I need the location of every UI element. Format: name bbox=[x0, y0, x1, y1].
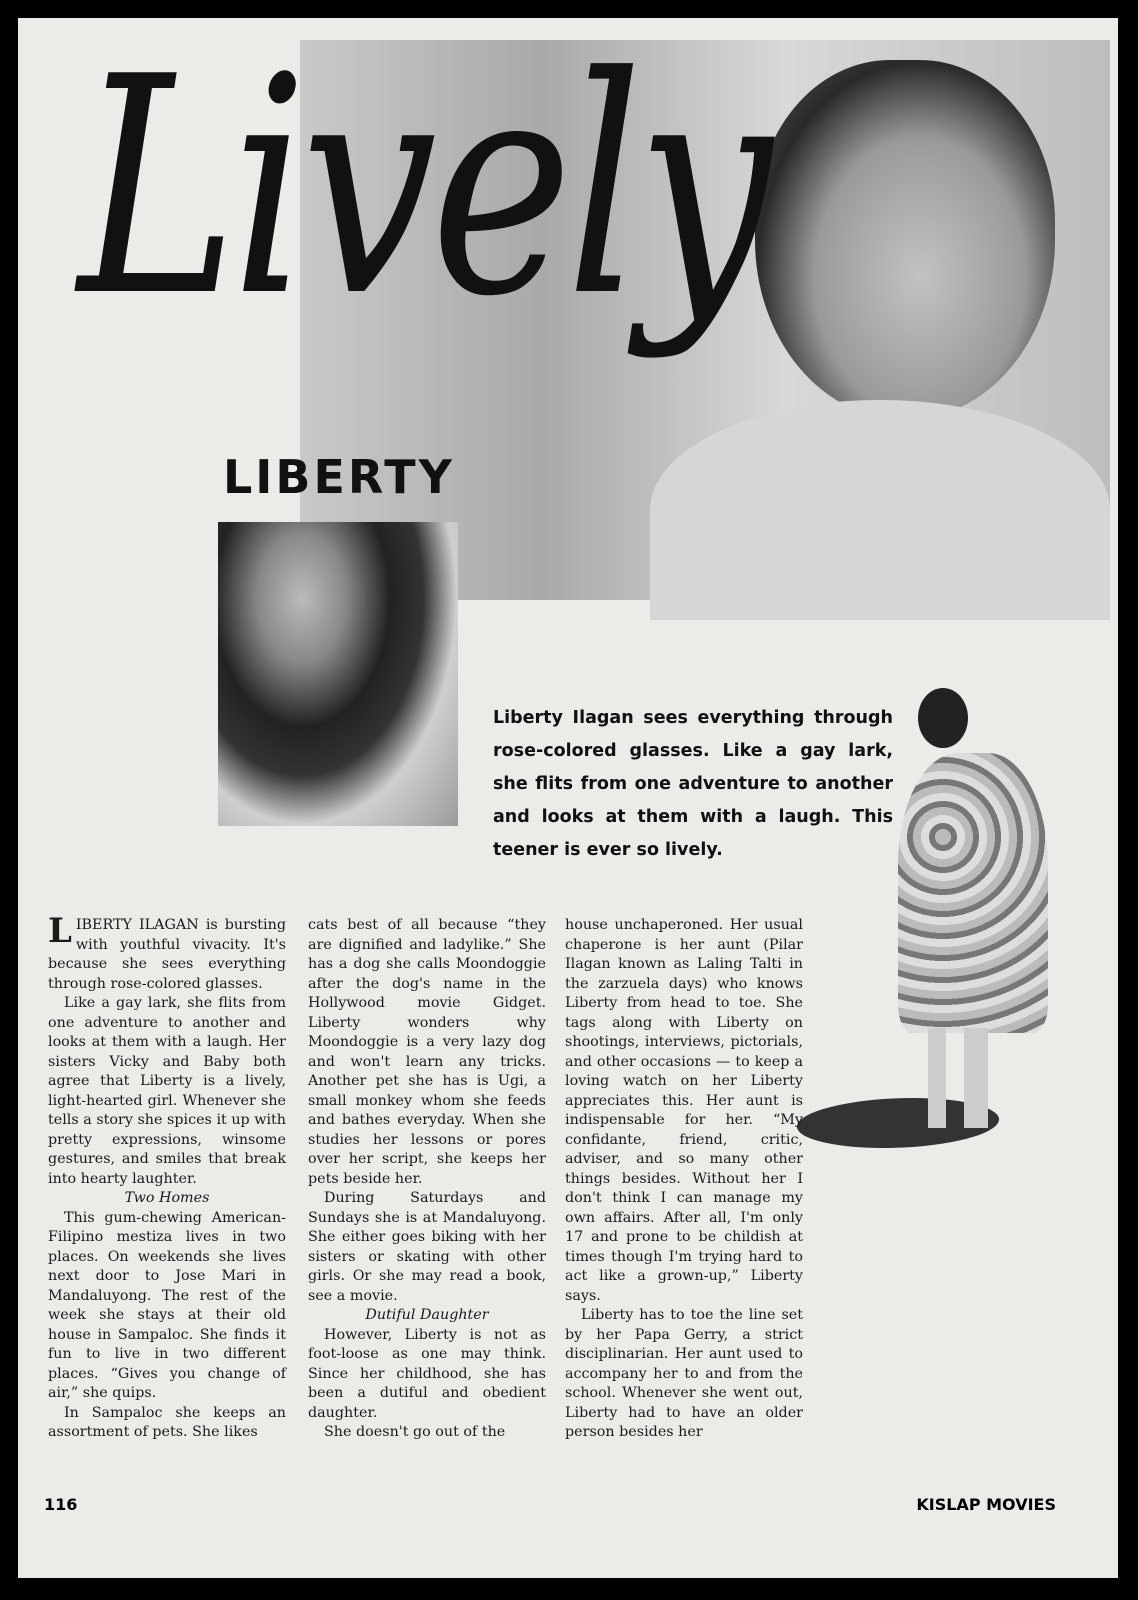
deck-text: Liberty Ilagan sees everything through rose-colored glasses. Like a gay lark, she flits from one adventure to another and looks at them with a laugh. This teener is ever so lively. bbox=[493, 708, 893, 860]
paragraph: During Saturdays and Sundays she is at Mandaluyong. She either goes biking with her sisters or skating with other girls. Or she may read a book, see a movie. bbox=[308, 1190, 546, 1304]
article-column-2 bbox=[308, 916, 546, 1443]
subject-name: LIBERTY bbox=[223, 450, 455, 504]
inset-photo bbox=[218, 522, 458, 826]
paragraph: She doesn't go out of the bbox=[324, 1424, 506, 1440]
paragraph: This gum-chewing American-Filipino mestiza lives in two places. On weekends she lives next door to Jose Mari in Mandaluyong. The rest of the week she stays at their old house in Sampaloc. She finds it fun to live in two different places. “Gives you change of air,” she quips. bbox=[48, 1209, 286, 1401]
figure-dress bbox=[898, 753, 1048, 1033]
article-column-1 bbox=[48, 911, 286, 1443]
subheading: Dutiful Daughter bbox=[365, 1307, 489, 1323]
figure-legs bbox=[928, 1028, 988, 1128]
paragraph: However, Liberty is not as foot-loose as one may think. Since her childhood, she has been a dutiful and obedient daughter. bbox=[308, 1326, 546, 1421]
page-number: 116 bbox=[44, 1495, 78, 1514]
paragraph: Liberty has to toe the line set by her Papa Gerry, a strict disciplinarian. Her aunt used to accompany her to and from the school. Whenever she went out, Liberty had to have an older person besides her bbox=[565, 1307, 803, 1440]
portrait-face bbox=[755, 60, 1055, 420]
paragraph: In Sampaloc she keeps an assortment of pets. She likes bbox=[48, 1404, 286, 1440]
script-title: Lively bbox=[78, 18, 766, 362]
paragraph: cats best of all because “they are dignified and ladylike.” She has a dog she calls Moondoggie after the dog's name in the Hollywood movie Gidget. Liberty wonders why Moondoggie is a very lazy dog and won't learn any tricks. Another pet she has is Ugi, a small monkey whom she feeds and bathes everyday. When she studies her lessons or pores over her script, she keeps her pets beside her. bbox=[308, 917, 546, 1187]
paragraph: Like a gay lark, she flits from one adventure to another and looks at them with a laugh. Her sisters Vicky and Baby both agree that Liberty is a lively, light-hearted girl. Whenever she tells a story she spices it up with pretty expressions, winsome gestures, and smiles that break into hearty laughter. bbox=[48, 995, 286, 1187]
paragraph bbox=[48, 911, 286, 994]
full-length-photo bbox=[878, 678, 1068, 1158]
magazine-name: KISLAP MOVIES bbox=[916, 1495, 1056, 1514]
drop-cap: L bbox=[48, 911, 72, 951]
paragraph-text: IBERTY ILAGAN is bursting with youthful vivacity. It's because she sees everything through rose-colored glasses. bbox=[48, 917, 286, 992]
paragraph: house unchaperoned. Her usual chaperone is her aunt (Pilar Ilagan known as Laling Talti in the zarzuela days) who knows Liberty from head to toe. She tags along with Liberty on shootings, interviews, pictorials, and other occasions — to keep a loving watch on her Liberty appreciates this. Her aunt is indispensable for her. “My confidante, friend, critic, adviser, and so many other things besides. Without her I don't think I can manage my own affairs. After all, I'm only 17 and prone to be childish at times though I'm trying hard to act like a grown-up,” Liberty says. bbox=[565, 917, 803, 1304]
subheading: Two Homes bbox=[124, 1190, 210, 1206]
article-column-3 bbox=[565, 916, 803, 1443]
portrait-shoulders bbox=[650, 400, 1110, 620]
figure-head bbox=[918, 688, 968, 748]
magazine-page bbox=[18, 18, 1118, 1578]
